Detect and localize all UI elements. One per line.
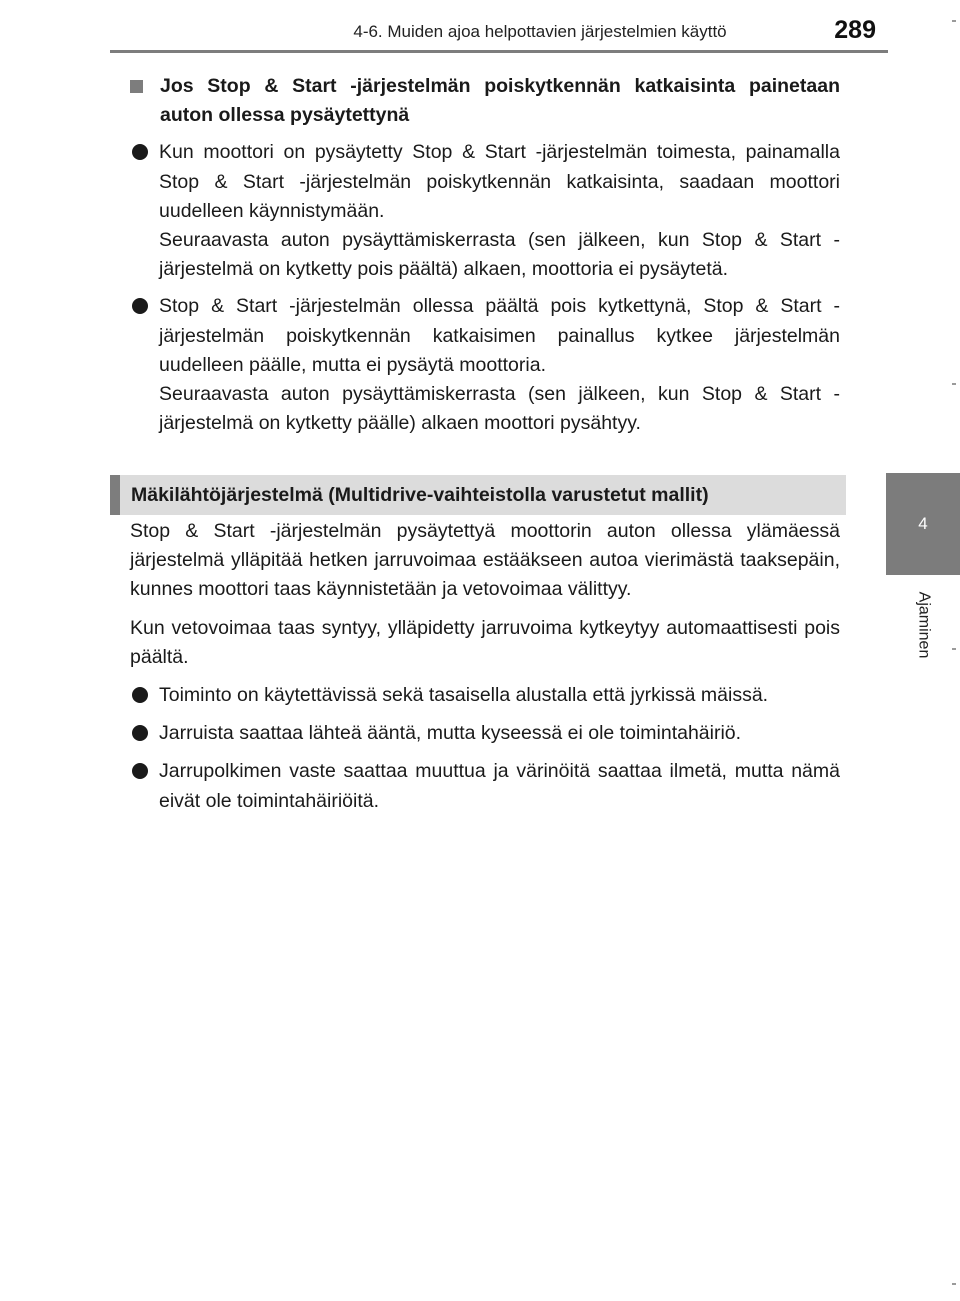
bullet-dot-icon	[132, 687, 148, 703]
crop-mark	[952, 20, 956, 22]
page-header	[0, 0, 960, 60]
crop-mark	[952, 1283, 956, 1285]
section-title-bar: Mäkilähtöjärjestelmä (Multidrive-vaihteistolla varustetut mallit)	[110, 475, 846, 515]
bullet-paragraph: Seuraavasta auton pysäyttämiskerrasta (sen jälkeen, kun Stop & Start -järjestelmä on kytketty pois päältä) alkaen, moottoria ei pysäytetä.	[159, 229, 840, 281]
bullet-dot-icon	[132, 763, 148, 779]
bullet-dot-icon	[132, 298, 148, 314]
bullet-text: Jarruista saattaa lähteä ääntä, mutta kyseessä ei ole toimintahäiriö.	[159, 722, 742, 745]
square-bullet-icon	[130, 80, 143, 93]
section-stop-start	[130, 72, 840, 446]
list-item	[130, 681, 840, 710]
list-item	[130, 757, 840, 815]
bullet-dot-icon	[132, 725, 148, 741]
crop-mark	[952, 383, 956, 385]
chapter-tab: 4	[886, 473, 960, 575]
body-paragraph: Stop & Start -järjestelmän pysäytettyä moottorin auton ollessa ylämäessä järjestelmä ylläpitää hetken jarruvoimaa estääkseen autoa vierimästä taaksepäin, kunnes moottori taas käynnistetään ja vetovoimaa välittyy.	[130, 520, 840, 601]
bullet-text: Jarrupolkimen vaste saattaa muuttua ja värinöitä saattaa ilmetä, mutta nämä eivät ole toimintahäiriöitä.	[159, 760, 840, 812]
body-paragraph: Kun vetovoimaa taas syntyy, ylläpidetty jarruvoima kytkeytyy automaattisesti pois päältä.	[130, 616, 840, 668]
list-item	[130, 138, 840, 284]
crop-mark	[952, 648, 956, 650]
list-item	[130, 719, 840, 748]
bullet-paragraph: Stop & Start -järjestelmän ollessa päältä pois kytkettynä, Stop & Start -järjestelmän poiskytkennän katkaisimen painallus kytkee järjestelmän uudelleen päälle, mutta ei pysäytä moottoria.	[159, 295, 840, 376]
chapter-label	[886, 575, 960, 675]
chapter-label-text: Ajaminen	[914, 591, 932, 659]
bullet-paragraph: Kun moottori on pysäytetty Stop & Start -järjestelmän toimesta, painamalla Stop & Start -järjestelmän poiskytkennän katkaisinta, saadaan moottori uudelleen käynnistymään.	[159, 141, 840, 222]
chapter-title: 4-6. Muiden ajoa helpottavien järjestelmien käyttö	[353, 22, 727, 41]
page-number: 289	[834, 16, 876, 44]
bullet-dot-icon	[132, 144, 148, 160]
bullet-text: Toiminto on käytettävissä sekä tasaisella alustalla että jyrkissä mäissä.	[159, 684, 769, 707]
list-item	[130, 292, 840, 438]
section-hill-start	[130, 517, 840, 825]
bullet-paragraph: Seuraavasta auton pysäyttämiskerrasta (sen jälkeen, kun Stop & Start -järjestelmä on kytketty päälle) alkaen moottori pysähtyy.	[159, 383, 840, 435]
sub-heading	[130, 72, 840, 130]
sub-heading-text: Jos Stop & Start -järjestelmän poiskytkennän katkaisinta painetaan auton ollessa pysäytettynä	[160, 75, 840, 127]
header-divider	[110, 50, 888, 53]
